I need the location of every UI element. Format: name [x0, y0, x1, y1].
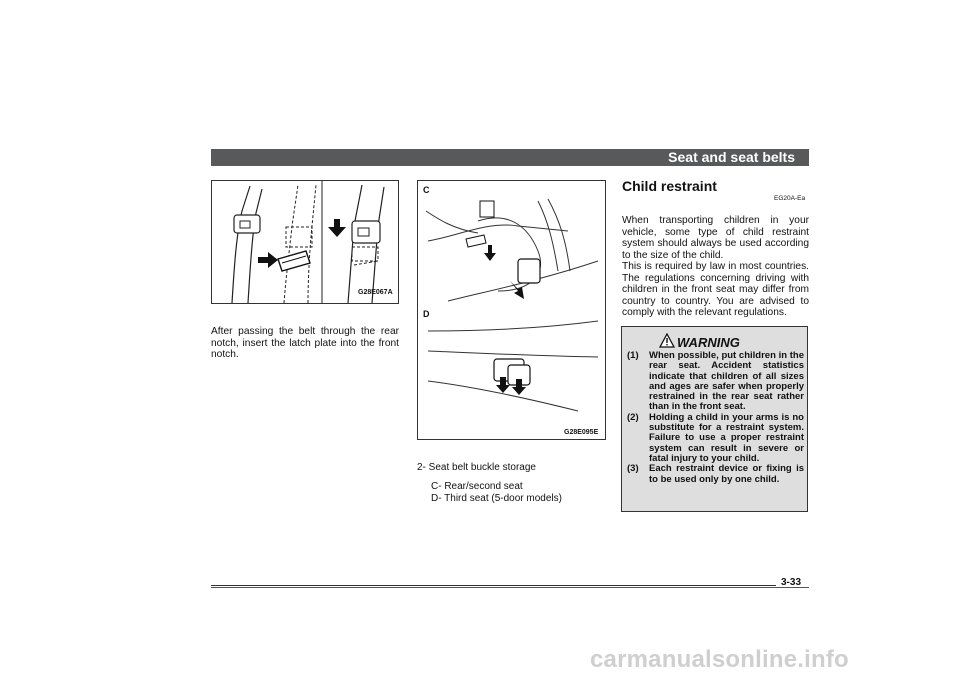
page-number: 3-33	[781, 577, 802, 588]
warning-item	[627, 464, 804, 485]
warning-item-number: (1)	[627, 350, 639, 361]
warning-item-number: (2)	[627, 411, 639, 423]
warning-title: WARNING	[677, 335, 740, 350]
caption-item-c: C- Rear/second seat	[431, 481, 523, 492]
child-restraint-paragraph-2: This is required by law in most countries. The regulations concerning driving with children in the front seat may differ from country to country. You are advised to comply with the relevant regulations.	[622, 261, 809, 318]
warning-item-text: Each restraint device or fixing is to be used only by one child.	[649, 463, 804, 485]
section-title: Child restraint	[622, 178, 717, 194]
warning-list	[627, 351, 804, 485]
section-header-bar	[211, 149, 809, 166]
warning-item	[627, 351, 804, 413]
figure-code: G28E095E	[564, 429, 599, 436]
caption-item-d: D- Third seat (5-door models)	[431, 493, 562, 504]
footer-rule-bottom	[211, 587, 809, 588]
latch-instruction-text: After passing the belt through the rear notch, insert the latch plate into the front notch.	[211, 326, 399, 360]
watermark: carmanualsonline.info	[590, 646, 849, 673]
warning-item-text: When possible, put children in the rear seat. Accident statistics indicate that children of all sizes and ages are safer when properly restrained in the rear seat rather than in the front seat.	[649, 350, 804, 413]
buckle-storage-illustration	[418, 181, 605, 439]
warning-box	[621, 326, 808, 512]
figure-label-d: D	[423, 309, 430, 319]
warning-item-text: Holding a child in your arms is no substitute for a restraint system. Failure to use a proper restraint system can result in severe or fatal injury to your child.	[649, 411, 804, 464]
footer-rule	[211, 585, 776, 586]
section-header-title: Seat and seat belts	[668, 149, 795, 165]
figure-belt-latch	[211, 180, 399, 304]
figure-code: G28E067A	[358, 289, 393, 296]
warning-item	[627, 413, 804, 464]
warning-item-number: (3)	[627, 463, 639, 475]
belt-latch-illustration	[212, 181, 398, 303]
figure-buckle-storage	[417, 180, 606, 440]
warning-triangle-icon	[659, 333, 675, 348]
child-restraint-paragraph: When transporting children in your vehicle, some type of child restraint system should always be used according to the size of the child.	[622, 215, 809, 261]
caption-main: 2- Seat belt buckle storage	[417, 462, 536, 473]
figure-label-c: C	[423, 185, 430, 195]
section-code: EG20A-Ea	[774, 195, 806, 202]
